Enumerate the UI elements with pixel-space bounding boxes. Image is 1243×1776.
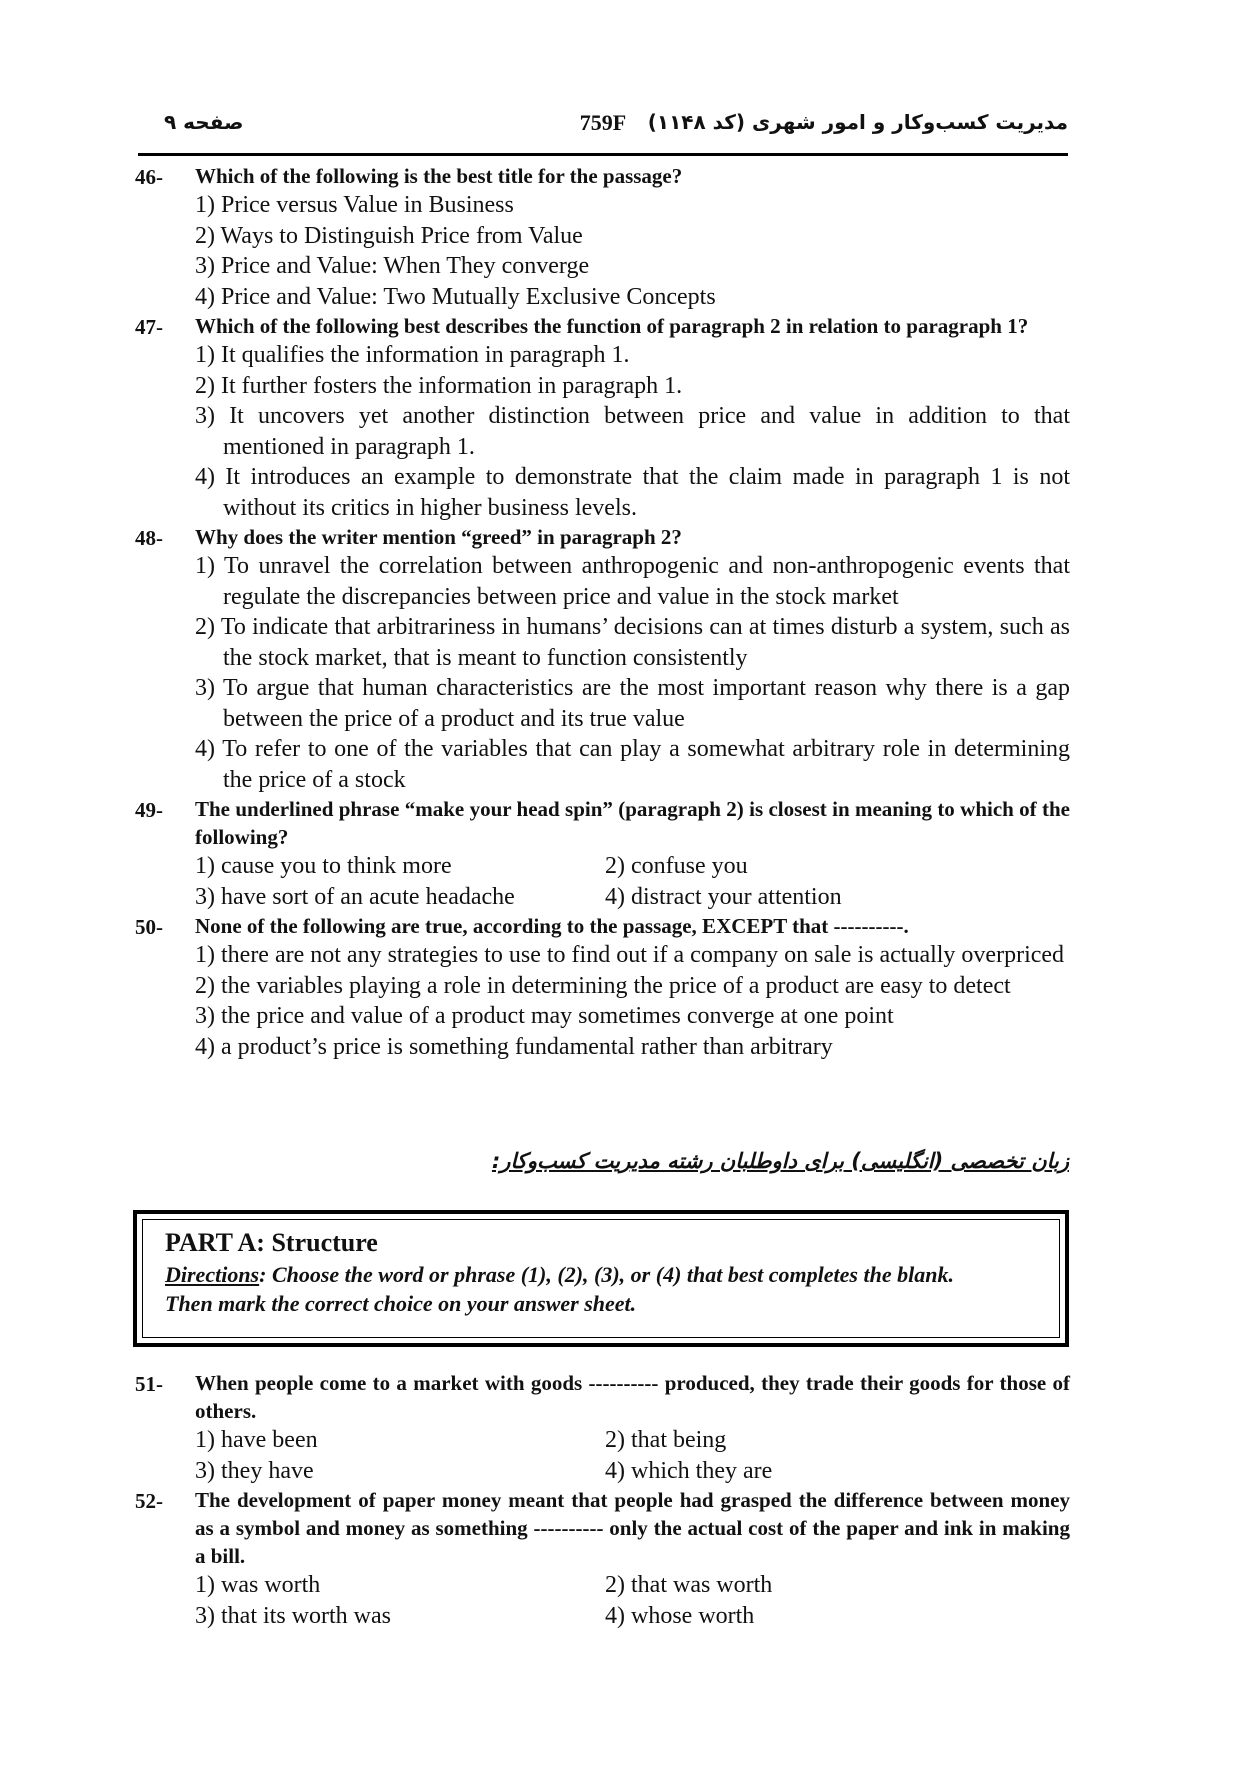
question-stem: Why does the writer mention “greed” in paragraph 2? bbox=[195, 525, 682, 549]
question-50 bbox=[135, 912, 1070, 1062]
part-title: PART A: Structure bbox=[165, 1228, 378, 1257]
option-3: 3) they have bbox=[195, 1457, 314, 1484]
question-number: 48- bbox=[135, 526, 163, 550]
page-header bbox=[138, 110, 1068, 144]
question-51 bbox=[135, 1369, 1070, 1486]
option-4: 4) which they are bbox=[605, 1457, 773, 1484]
option-1: 1) cause you to think more bbox=[195, 853, 452, 879]
question-46 bbox=[135, 162, 1070, 312]
option-1: 1) To unravel the correlation between anthropogenic and non-anthropogenic events that regulate the discrepancies between price and value in the stock market bbox=[195, 553, 1070, 610]
option-1: 1) It qualifies the information in paragraph 1. bbox=[195, 342, 630, 368]
question-stem: None of the following are true, according to the passage, EXCEPT that ----------. bbox=[195, 914, 909, 938]
part-a-box-inner bbox=[142, 1219, 1060, 1338]
option-3: 3) have sort of an acute headache bbox=[195, 883, 515, 910]
section-heading-persian: زبان تخصصی (انگلیسی) برای داوطلبان رشته مدیریت کسب‌وکار: bbox=[491, 1149, 1069, 1173]
option-2: 2) confuse you bbox=[605, 853, 748, 879]
page-number: صفحه ۹ bbox=[164, 110, 244, 134]
options-grid bbox=[195, 1570, 1070, 1631]
option-2: 2) that being bbox=[605, 1427, 727, 1453]
option-2: 2) Ways to Distinguish Price from Value bbox=[195, 222, 583, 249]
part-a-box bbox=[133, 1210, 1069, 1347]
question-number: 52- bbox=[135, 1489, 163, 1513]
option-3: 3) To argue that human characteristics are the most important reason why there is a gap between the price of a product and its true value bbox=[195, 675, 1070, 732]
question-number: 49- bbox=[135, 798, 163, 822]
option-2: 2) To indicate that arbitrariness in humans’ decisions can at times disturb a system, such as the stock market, that is meant to function consistently bbox=[195, 614, 1070, 671]
questions-section-reading bbox=[135, 162, 1070, 1062]
option-2: 2) that was worth bbox=[605, 1572, 773, 1598]
directions-text: : Choose the word or phrase (1), (2), (3), or (4) that best completes the blank. bbox=[259, 1262, 954, 1287]
option-4: 4) To refer to one of the variables that can play a somewhat arbitrary role in determining the price of a stock bbox=[195, 736, 1070, 793]
question-stem: Which of the following is the best title for the passage? bbox=[195, 164, 683, 188]
question-48 bbox=[135, 523, 1070, 795]
option-2: 2) the variables playing a role in determining the price of a product are easy to detect bbox=[195, 972, 1011, 999]
options-grid bbox=[195, 1425, 1070, 1486]
question-stem: When people come to a market with goods ---------- produced, they trade their goods for those of others. bbox=[195, 1371, 1070, 1423]
option-1: 1) Price versus Value in Business bbox=[195, 192, 514, 218]
question-number: 51- bbox=[135, 1372, 163, 1396]
option-4: 4) distract your attention bbox=[605, 883, 842, 910]
option-4: 4) It introduces an example to demonstrate that the claim made in paragraph 1 is not without its critics in higher business levels. bbox=[195, 464, 1070, 521]
option-3: 3) It uncovers yet another distinction between price and value in addition to that mentioned in paragraph 1. bbox=[195, 403, 1070, 460]
option-1: 1) was worth bbox=[195, 1572, 321, 1598]
question-stem: The underlined phrase “make your head spin” (paragraph 2) is closest in meaning to which of the following? bbox=[195, 797, 1070, 849]
directions-text-2: Then mark the correct choice on your answer sheet. bbox=[165, 1291, 637, 1316]
exam-title: مدیریت کسب‌وکار و امور شهری (کد ۱۱۴۸) bbox=[647, 110, 1068, 134]
directions-label: Directions bbox=[165, 1262, 260, 1287]
option-1: 1) there are not any strategies to use to find out if a company on sale is actually overpriced bbox=[195, 942, 1065, 968]
question-number: 47- bbox=[135, 315, 163, 339]
question-47 bbox=[135, 312, 1070, 523]
option-4: 4) whose worth bbox=[605, 1602, 755, 1629]
booklet-code: 759F bbox=[579, 110, 627, 135]
option-4: 4) a product’s price is something fundamental rather than arbitrary bbox=[195, 1033, 833, 1060]
question-stem: The development of paper money meant that people had grasped the difference between money as a symbol and money as something ---------- only the actual cost of the paper and ink in making a bill. bbox=[195, 1488, 1070, 1568]
option-1: 1) have been bbox=[195, 1427, 318, 1453]
question-52 bbox=[135, 1486, 1070, 1631]
directions bbox=[165, 1260, 1037, 1289]
option-3: 3) the price and value of a product may sometimes converge at one point bbox=[195, 1003, 894, 1029]
option-3: 3) Price and Value: When They converge bbox=[195, 253, 590, 279]
option-2: 2) It further fosters the information in paragraph 1. bbox=[195, 372, 683, 399]
question-number: 50- bbox=[135, 915, 163, 939]
question-number: 46- bbox=[135, 165, 163, 189]
question-49 bbox=[135, 795, 1070, 912]
option-3: 3) that its worth was bbox=[195, 1602, 391, 1629]
question-stem: Which of the following best describes the function of paragraph 2 in relation to paragraph 1? bbox=[195, 314, 1029, 338]
option-4: 4) Price and Value: Two Mutually Exclusive Concepts bbox=[195, 283, 716, 310]
header-rule bbox=[138, 153, 1068, 156]
questions-section-structure bbox=[135, 1369, 1070, 1631]
options-grid bbox=[195, 851, 1070, 912]
